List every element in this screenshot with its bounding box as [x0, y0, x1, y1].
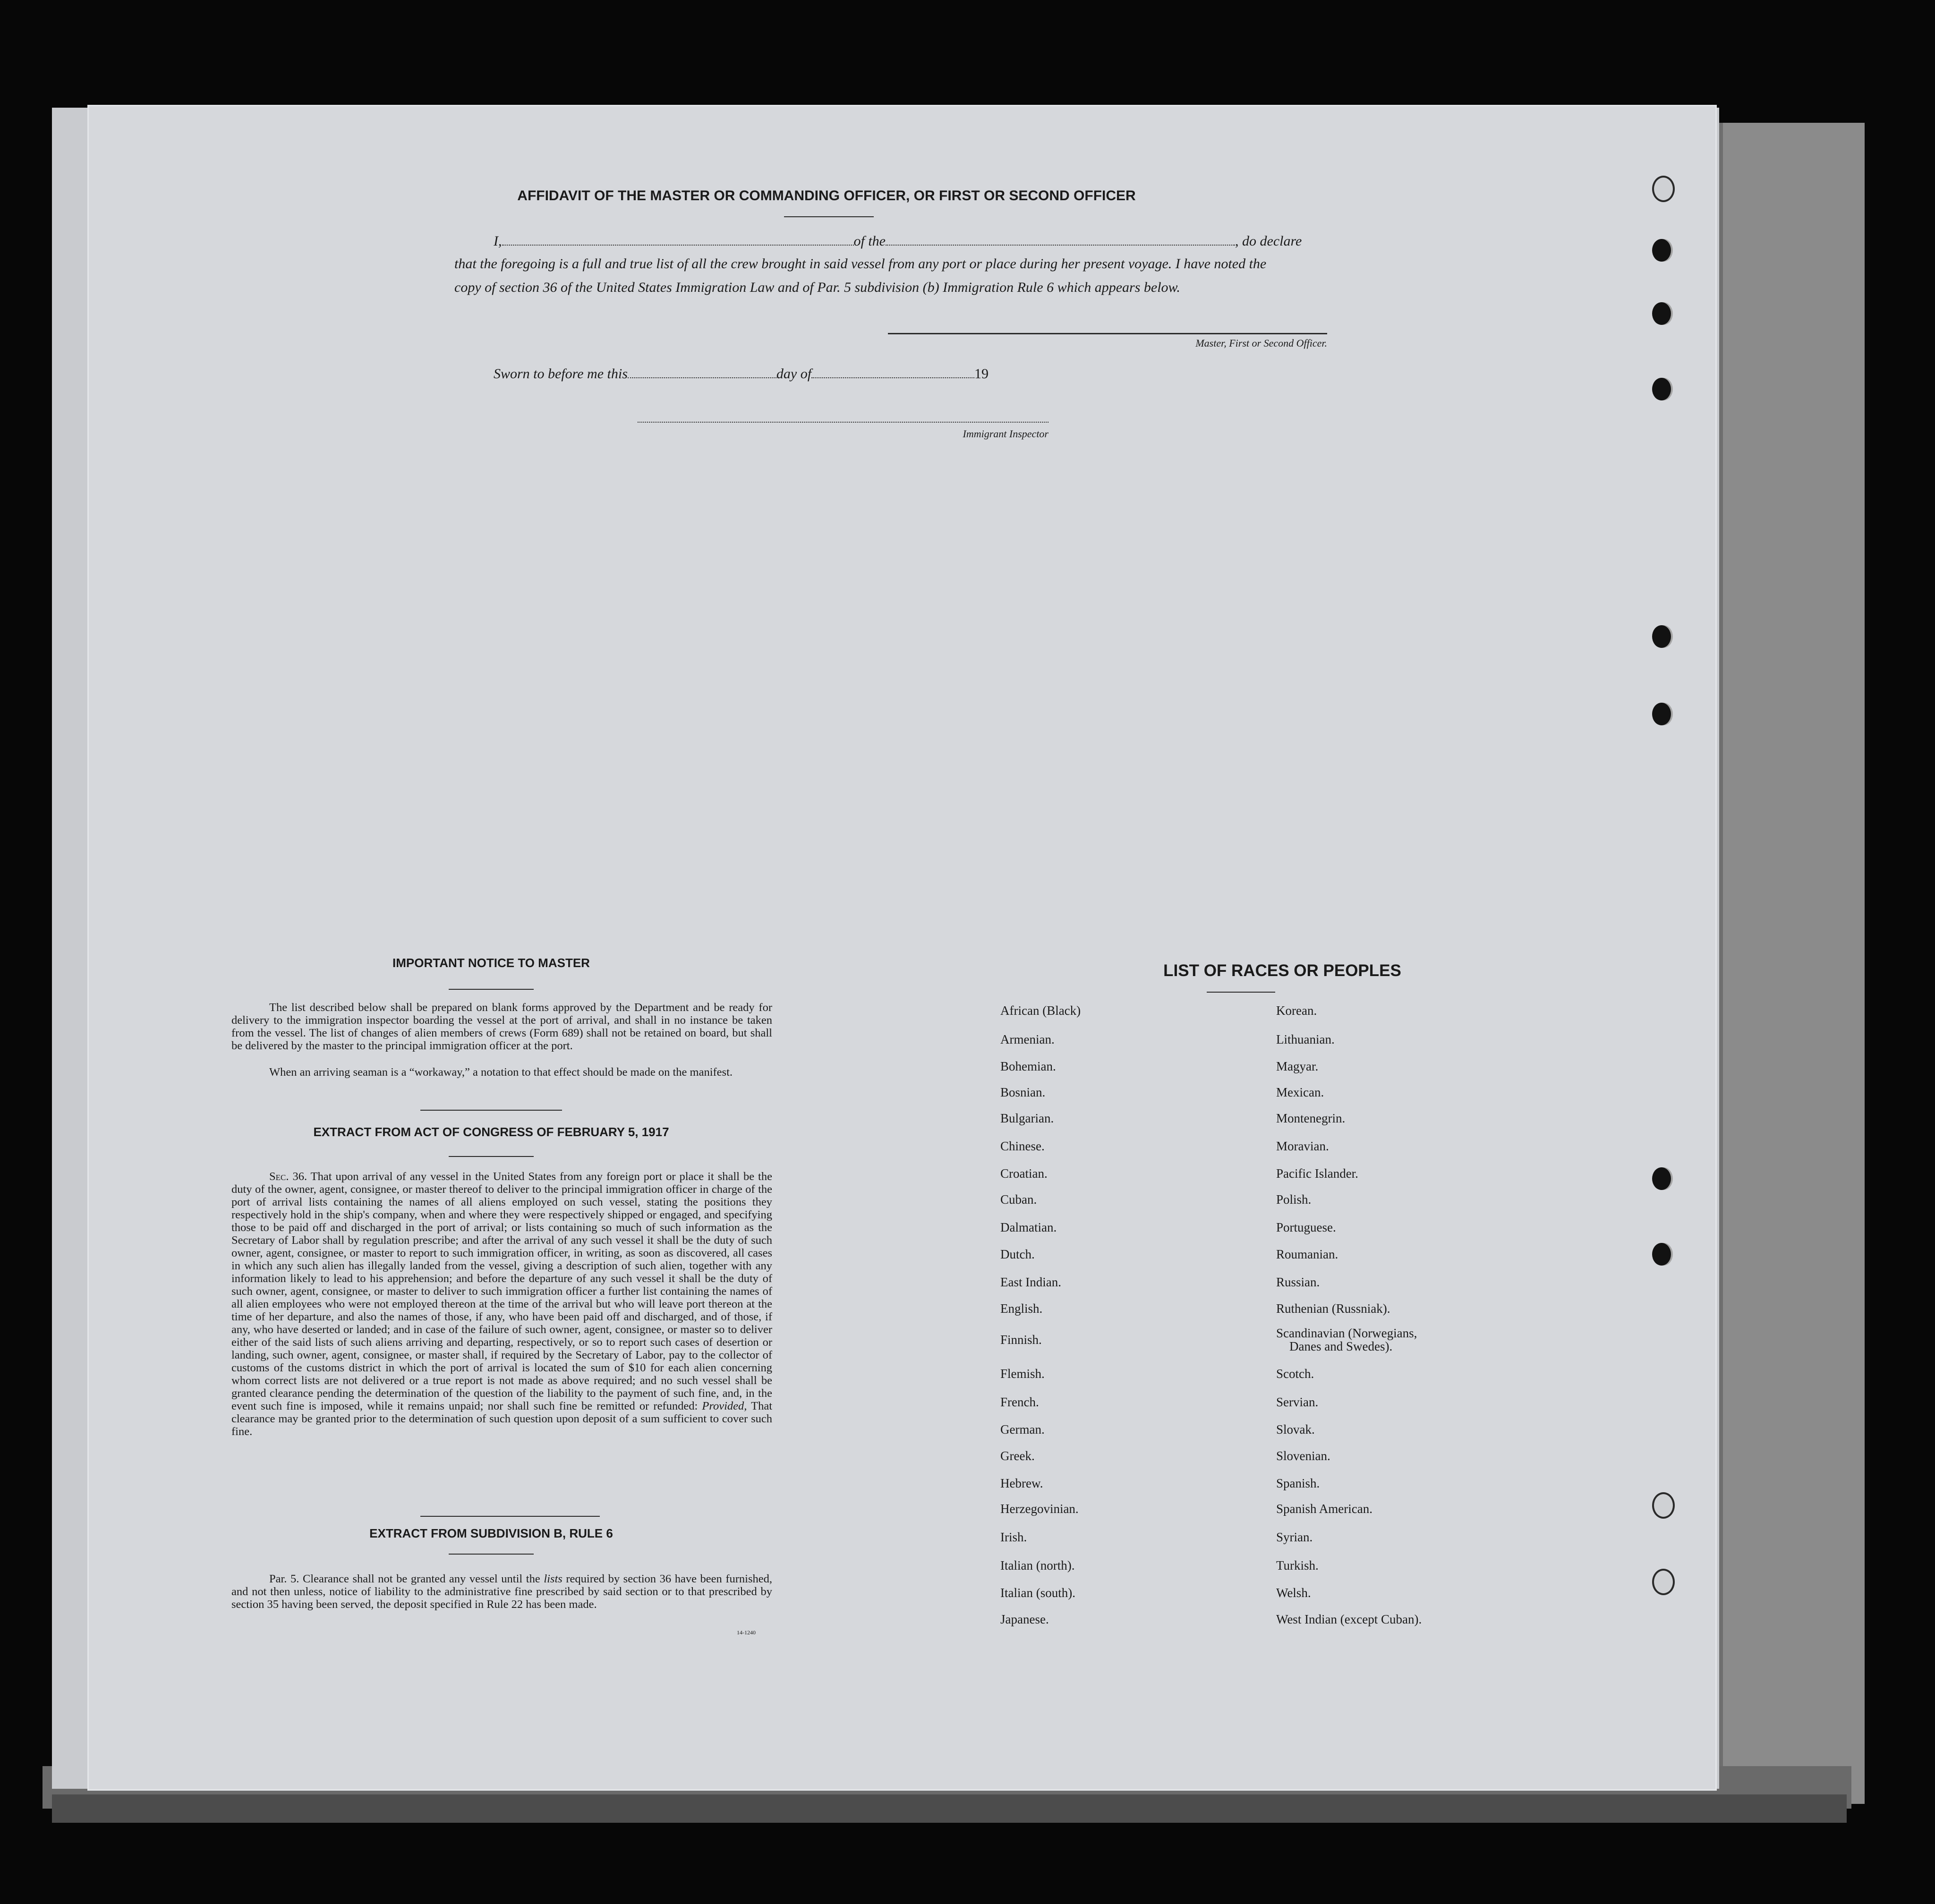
binder-hole [1652, 1243, 1671, 1266]
race-item: Mexican. [1276, 1085, 1324, 1099]
sworn-month-blank [811, 365, 974, 378]
race-item: Ruthenian (Russniak). [1276, 1301, 1390, 1316]
binder-hole [1652, 378, 1671, 400]
proviso-text: That clearance may be granted prior to the determination of such question upon deposit of a sum sufficient to cover such fine. [231, 1400, 773, 1438]
races-title-rule [1207, 992, 1275, 993]
race-item: Russian. [1276, 1275, 1320, 1289]
rule-text-start: Par. 5. Clearance shall not be granted any vessel until the [269, 1572, 540, 1585]
race-item: Finnish. [1000, 1333, 1042, 1347]
race-item: Danes and Swedes). [1289, 1339, 1393, 1353]
race-item: African (Black) [1000, 1003, 1081, 1018]
rule-text-end: required by section 36 have been furnished, and not then unless, notice of liability to the administrative fine prescribed by said section or to that prescribed by section 35 having been served, the deposit specified in Rule 22 has been made. [231, 1572, 772, 1611]
declarant-prefix: I, [494, 233, 502, 249]
notice-title: IMPORTANT NOTICE TO MASTER [392, 956, 590, 970]
race-item: Scandinavian (Norwegians, [1276, 1326, 1417, 1340]
race-item: Moravian. [1276, 1139, 1329, 1153]
act-title-rule [449, 1156, 534, 1157]
title-rule [784, 216, 874, 217]
races-title: LIST OF RACES OR PEOPLES [1163, 961, 1401, 980]
section-36-text [231, 1170, 772, 1438]
section-body: That upon arrival of any vessel in the United States from any foreign port or place it shall be the duty of the owner, agent, consignee, or master thereof to deliver to the principal immigration officer in charge of the port of arrival lists containing the names of all aliens employed on such vessel, stating the positions they respectively hold in the ship's company, when and where they were respectively shipped or engaged, and specifying those to be paid off and discharged in the port of arrival; or lists containing so much of such information as the Secretary of Labor shall by regulation prescribe; and after the arrival of any such vessel it shall be the duty of such owner, agent, consignee, or master to report to such immigration officer, in writing, as soon as discovered, all cases in which any such alien has illegally landed from the vessel, giving a description of such alien, together with any information likely to lead to his apprehension; and before the departure of any such vessel it shall be the duty of such owner, agent, consignee, or master to deliver to such immigration officer a further list containing the names of all alien employees who were not employed thereon at the time of the arrival but who will leave port thereon at the time of her departure, and also the names of those, if any, who have been paid off and discharged, and of those, if any, who have deserted or landed; and in case of the failure of such owner, agent, consignee, or master so to deliver either of the said lists of such aliens arriving and departing, respectively, or so to report such cases of desertion or landing, such owner, agent, consignee, or master shall, if required by the Secretary of Labor, pay to the collector of customs of the customs district in which the port of arrival is located the sum of $10 for each alien concerning whom correct lists are not delivered or a true report is not made as above required; and no such vessel shall be granted clearance pending the determination of the question of the liability to the payment of such fine, and, in the event such fine is imposed, while it remains unpaid; nor shall such fine be remitted or refunded: [231, 1170, 772, 1412]
race-item: West Indian (except Cuban). [1276, 1612, 1422, 1626]
race-item: Hebrew. [1000, 1476, 1043, 1490]
notice-paragraph-2: When an arriving seaman is a “workaway,” a notation to that effect should be made on the manifest. [269, 1066, 733, 1079]
race-item: Lithuanian. [1276, 1032, 1335, 1046]
race-item: East Indian. [1000, 1275, 1061, 1289]
race-item: Syrian. [1276, 1530, 1313, 1544]
underlying-page-bottom-edge-2 [52, 1794, 1847, 1823]
race-item: Montenegrin. [1276, 1111, 1346, 1125]
race-item: Chinese. [1000, 1139, 1045, 1153]
race-item: Bohemian. [1000, 1059, 1056, 1073]
rule-6-text [231, 1572, 772, 1611]
race-item: Pacific Islander. [1276, 1166, 1358, 1181]
vessel-name-blank [886, 232, 1235, 246]
section-rule [420, 1110, 562, 1111]
rule-section-rule [420, 1516, 600, 1517]
lists-word: lists [544, 1572, 563, 1585]
race-item: Greek. [1000, 1449, 1035, 1463]
race-item: Slovak. [1276, 1422, 1315, 1436]
section-label: Sec. 36. [269, 1170, 307, 1183]
notice-paragraph-1: The list described below shall be prepared on blank forms approved by the Department and be ready for delivery to the immigration inspector boarding the vessel at the port of arrival, and shall in no instance be taken from the vessel. The list of changes of alien members of crews (Form 689) shall not be retained on board, but shall be delivered by the master to the principal immigration officer at the port. [231, 1001, 772, 1052]
race-item: Welsh. [1276, 1586, 1311, 1600]
race-item: Cuban. [1000, 1192, 1037, 1207]
race-item: Scotch. [1276, 1367, 1314, 1381]
race-item: Servian. [1276, 1395, 1319, 1409]
race-item: Dutch. [1000, 1247, 1035, 1261]
underlying-page-right-edge [1719, 123, 1865, 1804]
race-item: Italian (north). [1000, 1558, 1075, 1572]
inspector-signature-line [638, 422, 1048, 423]
master-signature-line [888, 333, 1327, 334]
race-item: German. [1000, 1422, 1045, 1436]
day-of-text: day of [776, 366, 812, 382]
act-extract-title: EXTRACT FROM ACT OF CONGRESS OF FEBRUARY 5, 1917 [313, 1125, 669, 1139]
sworn-prefix: Sworn to before me this [494, 366, 628, 382]
race-item: French. [1000, 1395, 1039, 1409]
race-item: Spanish. [1276, 1476, 1320, 1490]
race-item: Polish. [1276, 1192, 1312, 1207]
declare-text: , do declare [1235, 233, 1302, 249]
race-item: Croatian. [1000, 1166, 1048, 1181]
vessel-prefix: of the [853, 233, 886, 249]
binder-hole [1652, 1569, 1675, 1595]
race-item: Portuguese. [1276, 1220, 1336, 1234]
form-number: 14-1240 [737, 1629, 756, 1636]
declaration-line [494, 232, 1302, 249]
race-item: Turkish. [1276, 1558, 1319, 1572]
race-item: Spanish American. [1276, 1502, 1372, 1516]
race-item: Roumanian. [1276, 1247, 1338, 1261]
race-item: Dalmatian. [1000, 1220, 1057, 1234]
binder-hole [1652, 239, 1671, 262]
race-item: Herzegovinian. [1000, 1502, 1079, 1516]
sworn-line [494, 365, 989, 382]
binder-hole [1652, 703, 1671, 725]
race-item: Bulgarian. [1000, 1111, 1054, 1125]
race-item: Korean. [1276, 1003, 1317, 1018]
race-item: Japanese. [1000, 1612, 1049, 1626]
officer-name-blank [502, 232, 854, 246]
binder-hole [1652, 176, 1675, 202]
notice-rule [449, 989, 534, 990]
sworn-day-blank [628, 365, 776, 378]
rule-title-rule [449, 1554, 534, 1555]
race-item: Magyar. [1276, 1059, 1319, 1073]
race-item: Flemish. [1000, 1367, 1045, 1381]
binder-hole [1652, 625, 1671, 648]
binder-hole [1652, 1167, 1671, 1190]
declaration-text-line3: copy of section 36 of the United States Immigration Law and of Par. 5 subdivision (b) Immigration Rule 6 which appears below. [454, 280, 1180, 295]
race-item: English. [1000, 1301, 1043, 1316]
master-caption: Master, First or Second Officer. [1195, 337, 1327, 349]
proviso-label: Provided, [702, 1400, 747, 1412]
inspector-caption: Immigrant Inspector [963, 428, 1048, 440]
declaration-text-line2: that the foregoing is a full and true list of all the crew brought in said vessel from any port or place during her present voyage. I have noted the [454, 256, 1267, 272]
affidavit-title: AFFIDAVIT OF THE MASTER OR COMMANDING OFFICER, OR FIRST OR SECOND OFFICER [517, 188, 1136, 204]
race-item: Slovenian. [1276, 1449, 1330, 1463]
binder-hole [1652, 1492, 1675, 1519]
race-item: Irish. [1000, 1530, 1027, 1544]
race-item: Italian (south). [1000, 1586, 1075, 1600]
rule-extract-title: EXTRACT FROM SUBDIVISION B, RULE 6 [369, 1526, 613, 1540]
race-item: Armenian. [1000, 1032, 1055, 1046]
binder-hole [1652, 302, 1671, 325]
race-item: Bosnian. [1000, 1085, 1046, 1099]
year-prefix: 19 [974, 366, 989, 382]
